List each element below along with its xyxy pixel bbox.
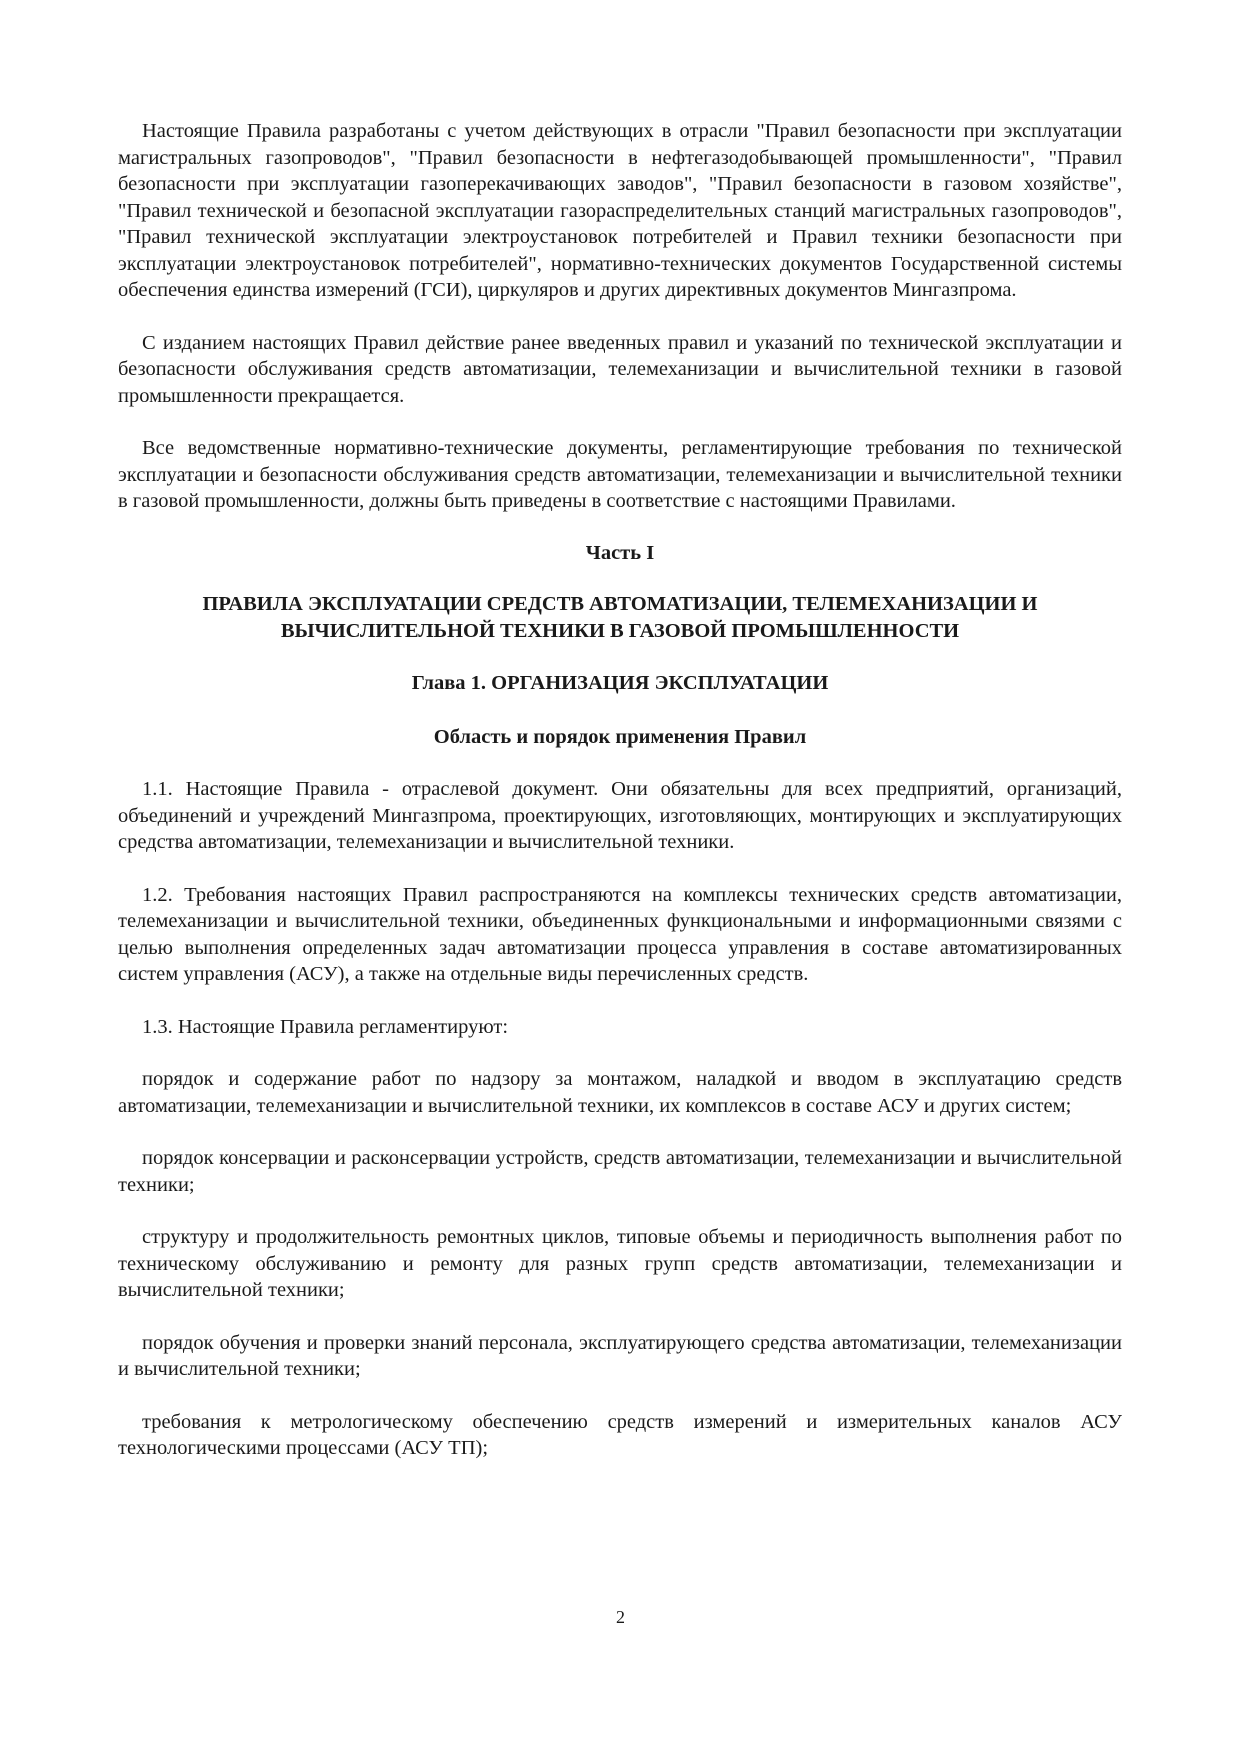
chapter-heading: Глава 1. ОРГАНИЗАЦИЯ ЭКСПЛУАТАЦИИ [411,672,829,694]
part-title-line-1: ПРАВИЛА ЭКСПЛУАТАЦИИ СРЕДСТВ АВТОМАТИЗАЦИИ, ТЕЛЕМЕХАНИЗАЦИИ И [202,593,1038,615]
part-title-line-2: ВЫЧИСЛИТЕЛЬНОЙ ТЕХНИКИ В ГАЗОВОЙ ПРОМЫШЛЕННОСТИ [280,619,960,642]
intro-paragraph-3: Все ведомственные нормативно-технические документы, регламентирующие требования по технической эксплуатации и безопасности обслуживания средств автоматизации, телемеханизации и вычислительной техники в газовой промышленности, должны быть приведены в соответствие с настоящими Правилами. [118,437,1122,512]
part-title [118,591,1122,644]
clause-1-2: 1.2. Требования настоящих Правил распространяются на комплексы технических средств автоматизации, телемеханизации и вычислительной техники, объединенных функциональными и информационными связями с целью выполнения определенных задач автоматизации процесса управления в составе автоматизированных систем управления (АСУ), а также на отдельные виды перечисленных средств. [118,883,1122,985]
page-number: 2 [616,1607,625,1627]
clause-1-1: 1.1. Настоящие Правила - отраслевой документ. Они обязательны для всех предприятий, организаций, объединений и учреждений Мингазпрома, проектирующих, изготовляющих, монтирующих и эксплуатирующих средства автоматизации, телемеханизации и вычислительной техники. [118,778,1122,853]
list-item: структуру и продолжительность ремонтных циклов, типовые объемы и периодичность выполнения работ по техническому обслуживанию и ремонту для разных групп средств автоматизации, телемеханизации и вычислительной техники; [118,1226,1122,1301]
list-item: требования к метрологическому обеспечению средств измерений и измерительных каналов АСУ технологическими процессами (АСУ ТП); [118,1410,1122,1459]
intro-paragraph-2: С изданием настоящих Правил действие ранее введенных правил и указаний по технической эксплуатации и безопасности обслуживания средств автоматизации, телемеханизации и вычислительной техники в газовой промышленности прекращается. [118,331,1122,407]
part-heading: Часть I [585,541,655,564]
list-item: порядок и содержание работ по надзору за монтажом, наладкой и вводом в эксплуатацию средств автоматизации, телемеханизации и вычислительной техники, их комплексов в составе АСУ и других систем; [118,1068,1122,1117]
section-heading: Область и порядок применения Правил [433,725,807,748]
page-content [118,118,1122,1462]
list-item: порядок консервации и расконсервации устройств, средств автоматизации, телемеханизации и вычислительной техники; [118,1147,1122,1196]
list-item: порядок обучения и проверки знаний персонала, эксплуатирующего средства автоматизации, телемеханизации и вычислительной техники; [118,1331,1122,1380]
intro-paragraph-1: Настоящие Правила разработаны с учетом действующих в отрасли "Правил безопасности при эксплуатации магистральных газопроводов", "Правил безопасности в нефтегазодобывающей промышленности", "Правил безопасности при эксплуатации газоперекачивающих заводов", "Правил безопасности в газовом хозяйстве", "Правил технической и безопасной эксплуатации газораспределительных станций магистральных газопроводов", "Правил технической эксплуатации электроустановок потребителей и Правил техники безопасности при эксплуатации электроустановок потребителей", нормативно-технических документов Государственной системы обеспечения единства измерений (ГСИ), циркуляров и других директивных документов Мингазпрома. [118,120,1122,301]
clause-1-3: 1.3. Настоящие Правила регламентируют: [142,1015,509,1038]
